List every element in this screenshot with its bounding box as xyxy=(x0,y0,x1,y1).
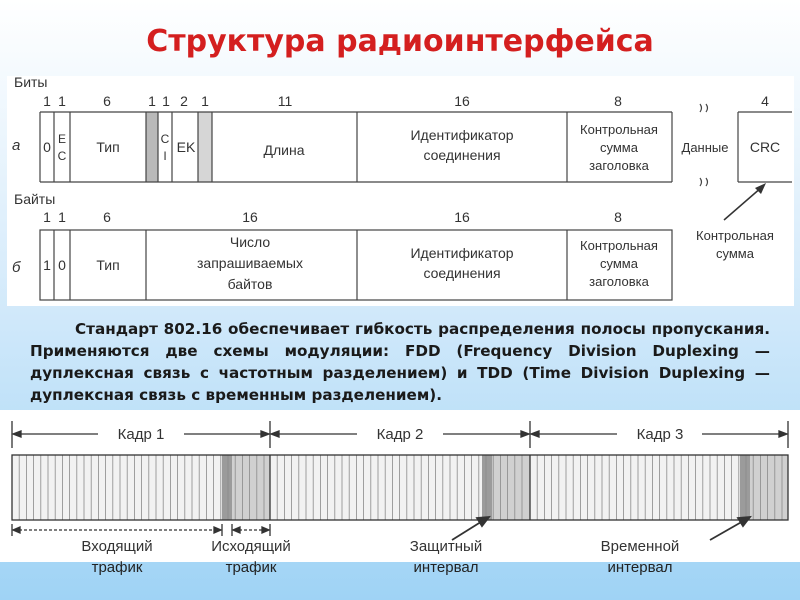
field-type: Тип xyxy=(96,139,120,155)
field-ec: E xyxy=(57,132,67,146)
size-label: 8 xyxy=(614,93,622,109)
size-label: 6 xyxy=(103,93,111,109)
guard-interval-label: интервал xyxy=(413,559,479,576)
field-zero: 0 xyxy=(58,257,66,273)
row-b-sizes xyxy=(43,209,622,225)
row-b-label: б xyxy=(12,259,21,276)
field-header-checksum: Контрольная xyxy=(580,122,658,137)
field-type: Тип xyxy=(96,257,120,273)
field-connection-id: Идентификатор xyxy=(410,245,514,261)
guard-slot xyxy=(222,455,232,520)
size-label: 1 xyxy=(58,93,66,109)
frame-label: Кадр 1 xyxy=(117,426,165,443)
checksum-callout xyxy=(696,183,774,261)
frame-label: Кадр 3 xyxy=(636,426,684,443)
size-label: 4 xyxy=(761,93,769,109)
page-title: Структура радиоинтерфейса xyxy=(146,24,654,59)
guard-slot xyxy=(482,455,492,520)
checksum-callout-text: сумма xyxy=(716,246,754,261)
tdd-frames-diagram xyxy=(0,410,800,600)
row-a-label: а xyxy=(12,137,21,154)
field-length: Длина xyxy=(263,142,305,158)
size-label: 1 xyxy=(43,93,51,109)
guard-slot xyxy=(740,455,750,520)
field-ci: C xyxy=(160,132,170,146)
mac-header-diagram xyxy=(7,76,794,306)
field-ec: C xyxy=(57,149,67,163)
size-label: 1 xyxy=(58,209,66,225)
size-label: 6 xyxy=(103,209,111,225)
field-ci: I xyxy=(163,149,167,163)
field-header-checksum: заголовка xyxy=(589,158,649,173)
row-b xyxy=(40,230,672,300)
field-header-checksum: Контрольная xyxy=(580,238,658,253)
field-requested-bytes: запрашиваемых xyxy=(197,255,303,271)
checksum-callout-text: Контрольная xyxy=(696,228,774,243)
size-label: 16 xyxy=(454,93,470,109)
bytes-label: Байты xyxy=(14,191,56,207)
row-a xyxy=(40,104,792,186)
time-interval-label: интервал xyxy=(607,559,673,576)
time-interval-label: Временной xyxy=(600,538,680,555)
size-label: 8 xyxy=(614,209,622,225)
field-crc: CRC xyxy=(749,139,781,155)
uplink-traffic-label: Исходящий xyxy=(211,538,291,555)
downlink-traffic-label: Входящий xyxy=(81,538,153,555)
size-label: 1 xyxy=(43,209,51,225)
field-zero: 0 xyxy=(43,139,51,155)
size-label: 1 xyxy=(148,93,156,109)
uplink-traffic-label: трафик xyxy=(225,559,277,576)
frame-label: Кадр 2 xyxy=(376,426,424,443)
field-header-checksum: заголовка xyxy=(589,274,649,289)
field-requested-bytes: байтов xyxy=(227,276,273,292)
field-connection-id: соединения xyxy=(423,265,501,281)
field-header-checksum: сумма xyxy=(600,140,638,155)
field-connection-id: соединения xyxy=(423,147,501,163)
description-paragraph: Стандарт 802.16 обеспечивает гибкость распределения полосы пропускания. Применяются две схемы модуляции: FDD (Frequency Division Duplexing — дуплексная связь с частотным разделением) и TDD (Time Division Duplexing — дуплексная связь с временным разделением). xyxy=(30,320,770,404)
size-label: 16 xyxy=(242,209,258,225)
field-header-checksum: сумма xyxy=(600,256,638,271)
field-data: Данные xyxy=(681,140,729,155)
field-connection-id: Идентификатор xyxy=(410,127,514,143)
bits-label: Биты xyxy=(14,76,48,90)
guard-interval-label: Защитный xyxy=(409,538,483,555)
row-a-sizes xyxy=(43,93,769,109)
size-label: 1 xyxy=(162,93,170,109)
size-label: 1 xyxy=(201,93,209,109)
field-one: 1 xyxy=(43,257,51,273)
downlink-traffic-label: трафик xyxy=(91,559,143,576)
size-label: 16 xyxy=(454,209,470,225)
field-requested-bytes: Число xyxy=(229,234,271,250)
field-ek: EK xyxy=(176,139,196,155)
size-label: 11 xyxy=(277,93,293,109)
size-label: 2 xyxy=(180,93,188,109)
uplink-slots xyxy=(492,455,530,520)
